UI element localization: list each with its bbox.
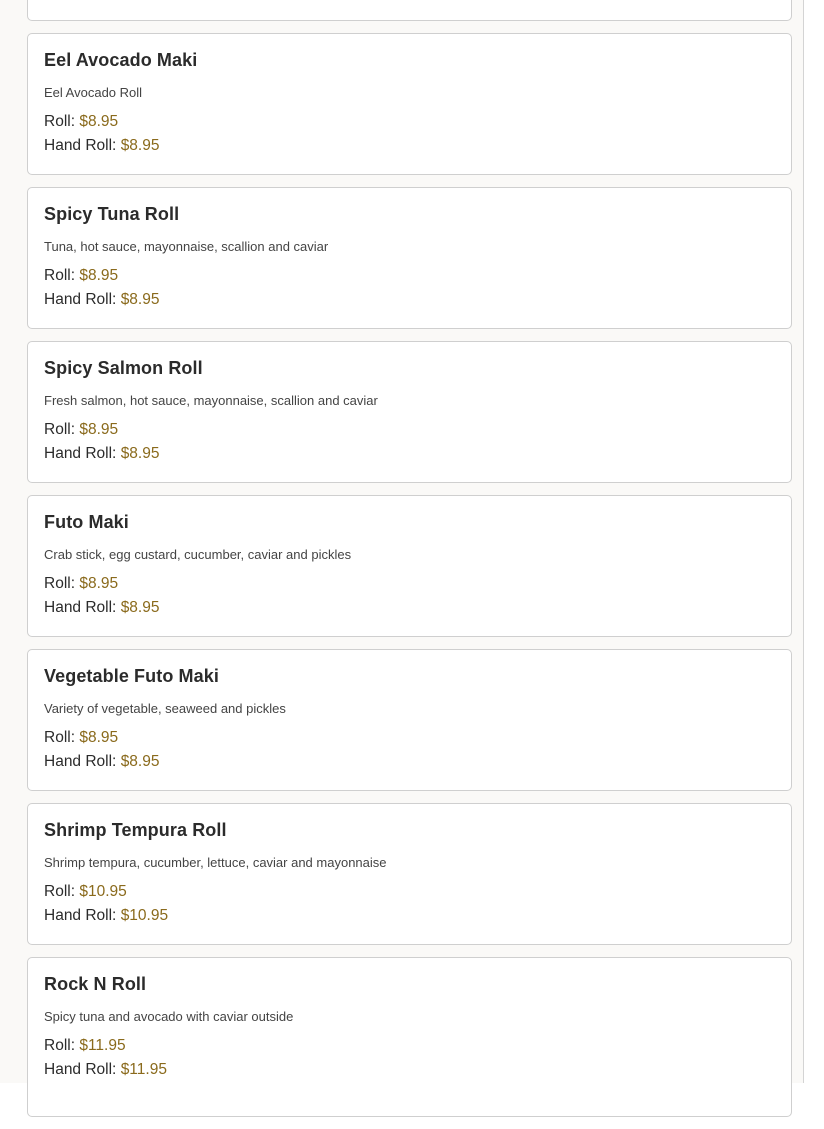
menu-card-spicy-tuna-roll[interactable] [27, 187, 792, 329]
menu-card-futo-maki[interactable] [27, 495, 792, 637]
roll-label: Roll: [44, 1037, 80, 1054]
roll-price: $8.95 [79, 267, 119, 284]
roll-label: Roll: [44, 267, 80, 284]
hand-roll-price-line [44, 753, 159, 771]
roll-price: $10.95 [79, 883, 127, 900]
menu-card-shrimp-tempura-roll[interactable] [27, 803, 792, 945]
roll-price: $8.95 [79, 729, 119, 746]
menu-list [27, 0, 792, 1129]
hand-roll-price-line [44, 291, 159, 309]
roll-label: Roll: [44, 575, 80, 592]
roll-price: $11.95 [79, 1037, 126, 1054]
item-description: Eel Avocado Roll [44, 85, 143, 100]
roll-price-line [44, 1037, 126, 1055]
hand-roll-label: Hand Roll: [44, 907, 121, 924]
hand-roll-label: Hand Roll: [44, 599, 121, 616]
roll-price-line [44, 267, 118, 285]
roll-label: Roll: [44, 883, 80, 900]
hand-roll-price-line [44, 1061, 167, 1079]
item-name: Vegetable Futo Maki [44, 666, 219, 686]
roll-price-line [44, 113, 118, 131]
menu-card-previous [27, 0, 792, 21]
hand-roll-price: $8.95 [120, 599, 160, 616]
roll-label: Roll: [44, 421, 80, 438]
roll-price: $8.95 [79, 575, 119, 592]
hand-roll-price-line [44, 137, 159, 155]
item-name: Shrimp Tempura Roll [44, 820, 227, 840]
hand-roll-label: Hand Roll: [44, 291, 121, 308]
hand-roll-label: Hand Roll: [44, 137, 121, 154]
roll-price-line [44, 575, 118, 593]
roll-price-line [44, 421, 118, 439]
hand-roll-price: $11.95 [120, 1061, 167, 1078]
item-description: Variety of vegetable, seaweed and pickles [44, 701, 286, 716]
menu-card-vegetable-futo-maki[interactable] [27, 649, 792, 791]
roll-price: $8.95 [79, 421, 119, 438]
roll-label: Roll: [44, 729, 80, 746]
item-description: Spicy tuna and avocado with caviar outside [44, 1009, 294, 1024]
hand-roll-label: Hand Roll: [44, 1061, 121, 1078]
item-name: Spicy Tuna Roll [44, 204, 180, 224]
menu-card-spicy-salmon-roll[interactable] [27, 341, 792, 483]
hand-roll-price: $8.95 [120, 137, 160, 154]
item-description: Shrimp tempura, cucumber, lettuce, caviar and mayonnaise [44, 855, 387, 870]
hand-roll-label: Hand Roll: [44, 753, 121, 770]
roll-price-line [44, 729, 118, 747]
item-name: Rock N Roll [44, 974, 147, 994]
hand-roll-price: $8.95 [120, 291, 160, 308]
item-name: Futo Maki [44, 512, 129, 532]
hand-roll-price-line [44, 445, 159, 463]
roll-price-line [44, 883, 127, 901]
item-name: Eel Avocado Maki [44, 50, 198, 70]
hand-roll-price-line [44, 599, 159, 617]
hand-roll-price: $8.95 [120, 445, 160, 462]
roll-label: Roll: [44, 113, 80, 130]
menu-card-rock-n-roll[interactable] [27, 957, 792, 1117]
roll-price: $8.95 [79, 113, 119, 130]
hand-roll-price: $10.95 [120, 907, 169, 924]
hand-roll-price-line [44, 907, 168, 925]
item-description: Tuna, hot sauce, mayonnaise, scallion and caviar [44, 239, 329, 254]
hand-roll-label: Hand Roll: [44, 445, 121, 462]
item-description: Crab stick, egg custard, cucumber, caviar and pickles [44, 547, 352, 562]
item-name: Spicy Salmon Roll [44, 358, 203, 378]
item-description: Fresh salmon, hot sauce, mayonnaise, scallion and caviar [44, 393, 378, 408]
hand-roll-price: $8.95 [120, 753, 160, 770]
menu-card-eel-avocado-maki[interactable] [27, 33, 792, 175]
